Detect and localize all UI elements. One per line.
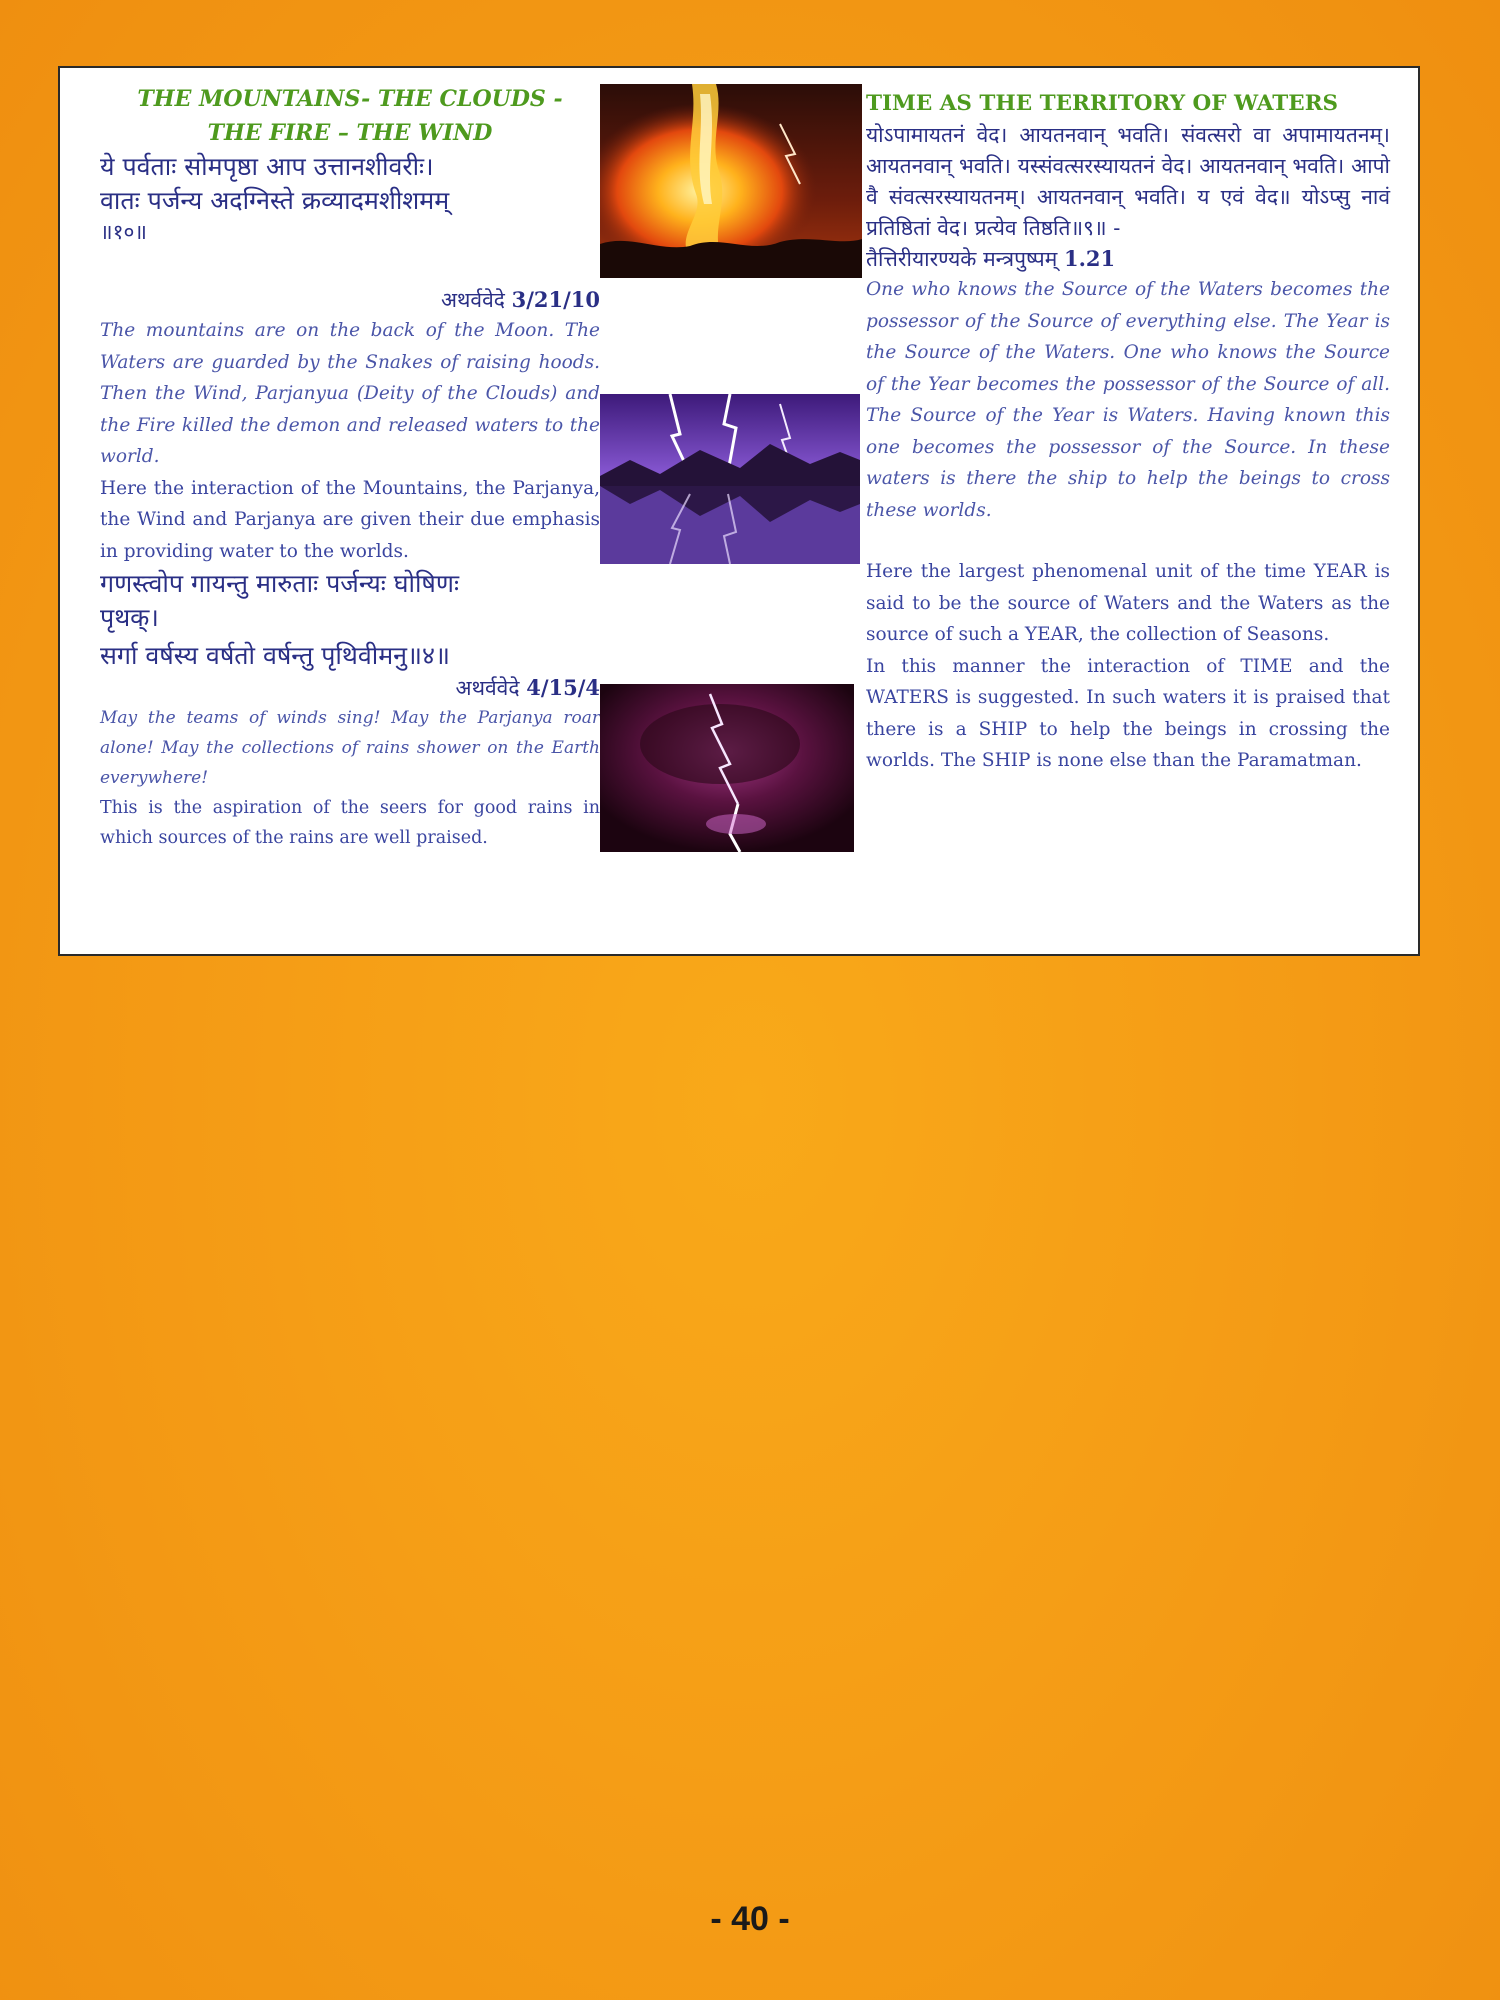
verse2-line1: गणस्त्वोप गायन्तु मारुताः पर्जन्यः घोषिणः [100, 569, 459, 598]
translation-2: May the teams of winds sing! May the Parjanya roar alone! May the collections of rains shower on the Earth everywhere! [100, 708, 600, 788]
translation-1: The mountains are on the back of the Moon. The Waters are guarded by the Snakes of raising hoods. Then the Wind, Parjanyua (Deity of the Clouds) and the Fire killed the demon and released waters to the world. [100, 320, 600, 467]
right-verse: योऽपामायतनं वेद। आयतनवान् भवति। संवत्सरो वा अपामायतनम्। आयतनवान् भवति। यस्संवत्सरस्यायतनं वेद। आयतनवान् भवति। आपो वै संवत्सरस्यायतनम्। आयतनवान् भवति। य एवं वेद॥ योऽप्सु नावं प्रतिष्ठितां वेद। प्रत्येव तिष्ठति॥९॥ - [866, 123, 1390, 240]
ref2-number: 4/15/4 [526, 675, 600, 700]
right-paragraph-1: Here the largest phenomenal unit of the time YEAR is said to be the source of Waters and the Waters as the source of such a YEAR, the collection of Seasons. [866, 561, 1390, 645]
content-panel [58, 66, 1420, 956]
left-column [100, 82, 600, 853]
right-paragraph-2: In this manner the interaction of TIME and the WATERS is suggested. In such waters it is praised that there is a SHIP to help the beings in crossing the worlds. The SHIP is none else than the Paramatman. [866, 655, 1390, 771]
volcano-photo [600, 84, 862, 278]
right-ref-number: 1.21 [1063, 246, 1116, 271]
verse1-line3: ॥१०॥ [100, 220, 147, 244]
verse1-line2: वातः पर्जन्य अदग्निस्ते क्रव्यादमशीशमम् [100, 186, 450, 215]
reference-2 [100, 673, 600, 703]
right-ref-label: तैत्तिरीयारण्यके मन्त्रपुष्पम् [866, 247, 1058, 271]
paragraph-2: This is the aspiration of the seers for good rains in which sources of the rains are well praised. [100, 798, 600, 848]
left-heading-line1: THE MOUNTAINS- THE CLOUDS - [137, 86, 563, 112]
right-column [866, 88, 1390, 777]
reference-1 [100, 285, 600, 315]
ref1-label: अथर्ववेदे [440, 288, 505, 312]
right-translation: One who knows the Source of the Waters becomes the possessor of the Source of everything else. The Year is the Source of the Waters. One who knows the Source of the Year becomes the possessor of the Source of all. The Source of the Year is Waters. Having known this one becomes the possessor of the Source. In these waters is there the ship to help the beings to cross these worlds. [866, 279, 1390, 521]
lightning-lake-photo [600, 394, 860, 564]
page-number: - 40 - [710, 1900, 790, 1938]
left-heading-line2: THE FIRE – THE WIND [207, 120, 493, 146]
verse2-line2: पृथक्। [100, 603, 159, 632]
paragraph-1: Here the interaction of the Mountains, the Parjanya, the Wind and Parjanya are given their due emphasis in providing water to the worlds. [100, 477, 600, 562]
ref1-number: 3/21/10 [511, 287, 600, 312]
right-heading: TIME AS THE TERRITORY OF WATERS [866, 91, 1339, 116]
verse2-line3: सर्गा वर्षस्य वर्षतो वर्षन्तु पृथिवीमनु॥४॥ [100, 641, 450, 670]
storm-cloud-photo [600, 684, 854, 852]
right-reference [866, 244, 1390, 274]
verse1-line1: ये पर्वताः सोमपृष्ठा आप उत्तानशीवरीः। [100, 152, 434, 181]
ref2-label: अथर्ववेदे [455, 676, 520, 700]
